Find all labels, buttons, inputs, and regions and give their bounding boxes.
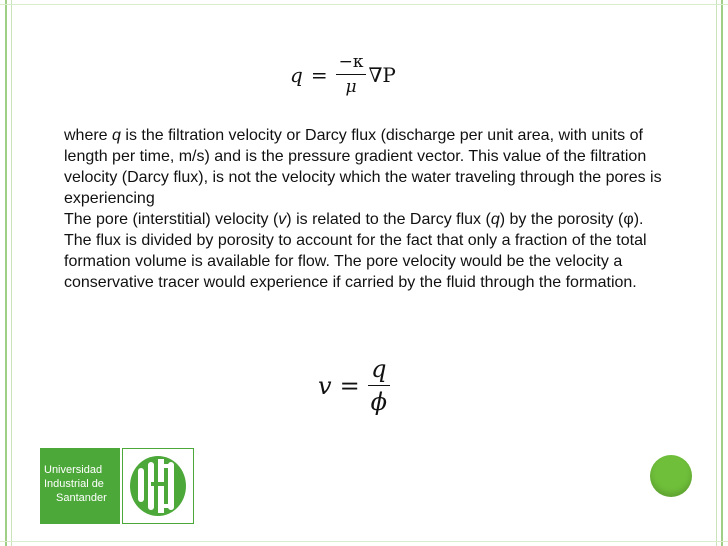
formula-lhs: q: [290, 62, 303, 87]
paragraph-darcy: [64, 125, 664, 209]
fraction-bar: [336, 74, 367, 75]
text-span: where: [64, 127, 113, 144]
logo-line-2: Industrial de: [44, 478, 104, 490]
text-span: is the filtration velocity or Darcy flux (discharge per unit area, with units of length per time, m/s) and is the pressure gradient vector. This value of the filtration velocity (Darcy flux), is not the velocity which the water traveling through the pores is experiencing: [64, 127, 662, 207]
text-span: The pore (interstitial) velocity (: [64, 211, 279, 228]
text-span: ) is related to the Darcy flux (: [286, 211, 491, 228]
frame-left-outer-line: [5, 0, 7, 546]
frame-top-line: [0, 4, 728, 5]
formula-numerator: q: [371, 355, 387, 383]
frame-right-inner-line: [716, 0, 717, 546]
slide-accent-dot: [650, 455, 692, 497]
formula-equals: =: [310, 62, 328, 87]
body-text: [64, 125, 664, 293]
darcy-formula: [290, 52, 396, 97]
symbol-v: v: [278, 211, 287, 228]
logo-line-3: Santander: [56, 492, 107, 504]
logo-line-1: Universidad: [44, 464, 103, 476]
text-span: ) by the porosity (φ). The flux is divided by porosity to account for the fact that only a fraction of the total formation volume is available for flow. The pore velocity would be the velocity a conservative tracer would experience if carried by the fluid through the formation.: [64, 211, 647, 291]
formula-lhs: v: [318, 371, 332, 400]
uis-logo: [122, 448, 194, 524]
fraction-bar: [368, 385, 390, 386]
formula-rhs: ∇P: [368, 62, 396, 87]
formula-fraction: [336, 52, 367, 97]
symbol-q: q: [490, 211, 500, 228]
formula-equals: =: [339, 371, 360, 400]
frame-left-inner-line: [11, 0, 12, 546]
formula-numerator: −κ: [338, 52, 364, 72]
pore-velocity-formula: [318, 355, 390, 416]
formula-denominator: ϕ: [370, 388, 388, 416]
frame-bottom-line: [0, 541, 728, 542]
formula-fraction: [368, 355, 390, 416]
university-logo-text: [40, 448, 120, 524]
symbol-q: q: [112, 127, 121, 144]
frame-right-outer-line: [721, 0, 723, 546]
uis-emblem-icon: [127, 454, 189, 518]
paragraph-pore-velocity: [64, 209, 664, 293]
formula-denominator: μ: [345, 77, 357, 97]
